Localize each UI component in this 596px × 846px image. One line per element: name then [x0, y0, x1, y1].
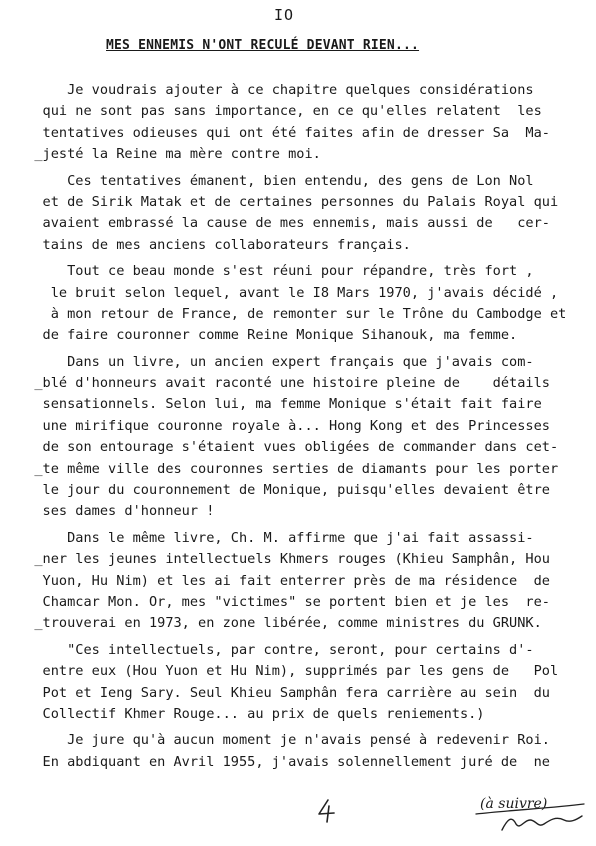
- text-line: Yuon, Hu Nim) et les ai fait enterrer près de ma résidence de: [18, 572, 550, 589]
- text-line: ses dames d'honneur !: [18, 503, 215, 520]
- text-line: de faire couronner comme Reine Monique Sihanouk, ma femme.: [18, 327, 518, 344]
- text-line: tentatives odieuses qui ont été faites afin de dresser Sa Ma-: [18, 124, 550, 141]
- text-line: tains de mes anciens collaborateurs français.: [18, 236, 411, 253]
- text-line: avaient embrassé la cause de mes ennemis, mais aussi de cer-: [18, 215, 550, 232]
- paragraph: [18, 528, 590, 635]
- text-line: Pot et Ieng Sary. Seul Khieu Samphân fera carrière au sein du: [18, 684, 550, 701]
- paragraph: [18, 352, 590, 523]
- text-line: Chamcar Mon. Or, mes "victimes" se portent bien et je les re-: [18, 593, 550, 610]
- text-line: Ces tentatives émanent, bien entendu, des gens de Lon Nol: [18, 172, 534, 189]
- text-line: _jesté la Reine ma mère contre moi.: [18, 146, 321, 163]
- text-line: Je voudrais ajouter à ce chapitre quelques considérations: [18, 82, 534, 98]
- handwritten-page-number: [314, 798, 338, 824]
- paragraph: [18, 730, 590, 773]
- body-text: [18, 80, 590, 773]
- text-line: Dans un livre, un ancien expert français que j'avais com-: [18, 353, 534, 370]
- text-line: de son entourage s'étaient vues obligées de commander dans cet-: [18, 439, 559, 456]
- text-line: qui ne sont pas sans importance, en ce qu'elles relatent les: [18, 103, 542, 120]
- paragraph: [18, 640, 590, 726]
- text-line: Je jure qu'à aucun moment je n'avais pensé à redevenir Roi.: [18, 732, 550, 749]
- text-line: le jour du couronnement de Monique, puisqu'elles devaient être: [18, 482, 550, 499]
- text-line: Collectif Khmer Rouge... au prix de quels reniements.): [18, 705, 485, 722]
- text-line: entre eux (Hou Yuon et Hu Nim), supprimés par les gens de Pol: [18, 663, 559, 680]
- text-line: et de Sirik Matak et de certaines personnes du Palais Royal qui: [18, 193, 559, 210]
- text-line: à mon retour de France, de remonter sur le Trône du Cambodge et: [18, 305, 567, 322]
- text-line: une mirifique couronne royale à... Hong Kong et des Princesses: [18, 417, 550, 434]
- text-line: Dans le même livre, Ch. M. affirme que j'ai fait assassi-: [18, 529, 534, 546]
- text-line: En abdiquant en Avril 1955, j'avais solennellement juré de ne: [18, 753, 550, 770]
- text-line: le bruit selon lequel, avant le I8 Mars 1970, j'avais décidé ,: [18, 284, 559, 301]
- paragraph: [18, 261, 590, 347]
- text-line: sensationnels. Selon lui, ma femme Monique s'était fait faire: [18, 396, 542, 413]
- annotation-text: (à suivre): [480, 796, 548, 812]
- text-line: Tout ce beau monde s'est réuni pour répandre, très fort ,: [18, 263, 534, 280]
- handwritten-annotation: [472, 790, 588, 836]
- text-line: _ner les jeunes intellectuels Khmers rouges (Khieu Samphân, Hou: [18, 551, 550, 568]
- page-number: IO: [274, 6, 295, 24]
- text-line: "Ces intellectuels, par contre, seront, pour certains d'-: [18, 641, 534, 658]
- chapter-title: MES ENNEMIS N'ONT RECULÉ DEVANT RIEN...: [106, 38, 420, 53]
- paragraph: [18, 80, 590, 166]
- text-line: _trouverai en 1973, en zone libérée, comme ministres du GRUNK.: [18, 615, 542, 632]
- text-line: _te même ville des couronnes serties de diamants pour les porter: [18, 460, 559, 477]
- paragraph: [18, 171, 590, 257]
- text-line: _blé d'honneurs avait raconté une histoire pleine de détails: [18, 375, 550, 392]
